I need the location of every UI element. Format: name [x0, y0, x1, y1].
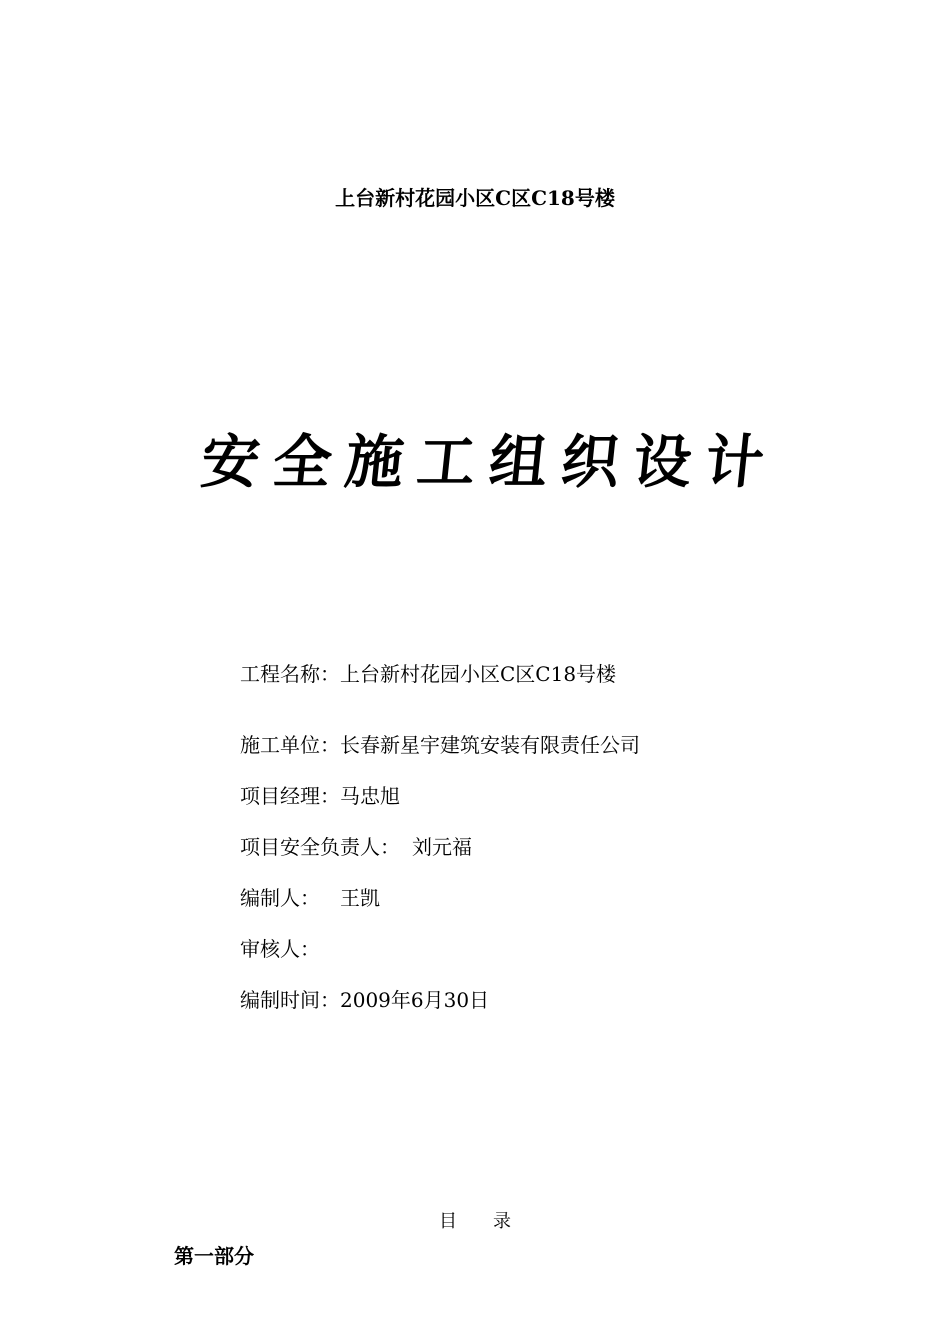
info-value: 王凯 — [340, 886, 380, 910]
info-label: 项目安全负责人： — [240, 835, 400, 859]
info-value: 马忠旭 — [340, 784, 400, 808]
document-title: 安全施工组织设计 — [197, 428, 782, 496]
info-compiler — [240, 882, 380, 911]
info-label: 审核人： — [240, 937, 320, 961]
info-label: 编制人： — [240, 886, 320, 910]
toc-heading: 目录 — [439, 1211, 547, 1232]
info-label: 编制时间： — [240, 988, 340, 1012]
info-value: 刘元福 — [412, 835, 472, 859]
info-construction-unit — [240, 729, 640, 758]
info-project-manager — [240, 780, 400, 809]
info-value: 2009年6月30日 — [340, 988, 490, 1012]
info-reviewer — [240, 933, 320, 962]
info-value: 上台新村花园小区C区C18号楼 — [340, 662, 617, 686]
info-label: 项目经理： — [240, 784, 340, 808]
info-label: 施工单位： — [240, 733, 340, 757]
info-label: 工程名称： — [240, 662, 340, 686]
info-safety-officer — [240, 831, 472, 860]
info-compile-date — [240, 984, 489, 1013]
part-one-heading: 第一部分 — [174, 1244, 254, 1268]
info-value: 长春新星宇建筑安装有限责任公司 — [340, 733, 640, 757]
info-project-name — [240, 658, 616, 687]
project-subtitle: 上台新村花园小区C区C18号楼 — [335, 186, 615, 210]
